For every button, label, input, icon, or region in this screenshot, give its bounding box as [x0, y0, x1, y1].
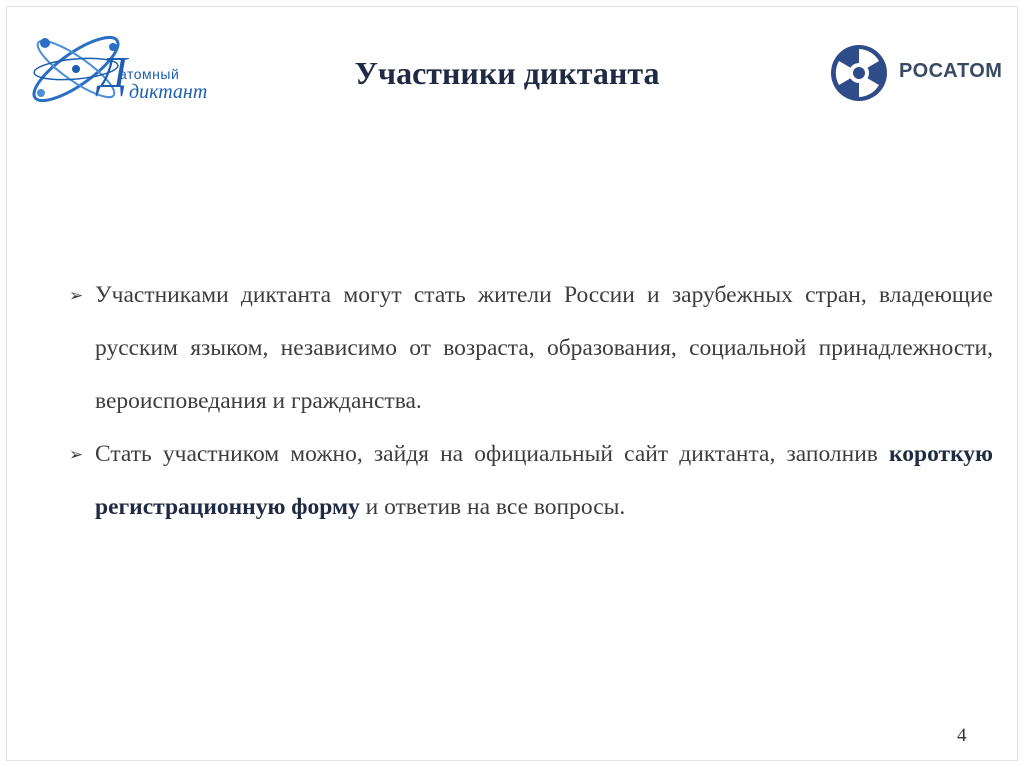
- logo-line-1: атомный: [119, 66, 180, 82]
- bullet-text-end: и ответив на все вопросы.: [359, 494, 626, 520]
- logo-line-2: диктант: [129, 81, 208, 103]
- svg-text:Д: Д: [99, 48, 127, 97]
- page-title: Участники диктанта: [354, 55, 660, 91]
- rosatom-logo: [829, 43, 1014, 103]
- content: [69, 269, 993, 534]
- slide: [6, 6, 1018, 761]
- page-number: 4: [957, 725, 967, 746]
- bullet-item: [69, 269, 993, 428]
- arrow-bullet-icon: ➢: [69, 286, 84, 305]
- bullet-text-start: Стать участником можно, зайдя на официальный сайт диктанта, заполнив: [95, 441, 890, 467]
- rosatom-emblem-icon: [829, 43, 889, 103]
- arrow-bullet-icon: ➢: [69, 445, 84, 464]
- bullet-item: [69, 428, 993, 534]
- registration-form-emphasis: короткую регистрационную форму: [95, 441, 993, 520]
- atomic-dictation-logo: [21, 25, 211, 115]
- bullet-text: Участниками диктанта могут стать жители России и зарубежных стран, владеющие русским языком, независимо от возраста, образования, социальной принадлежности, вероисповедания и гражданства.: [95, 282, 993, 414]
- rosatom-logo-text: РОСАТОМ: [899, 60, 1003, 82]
